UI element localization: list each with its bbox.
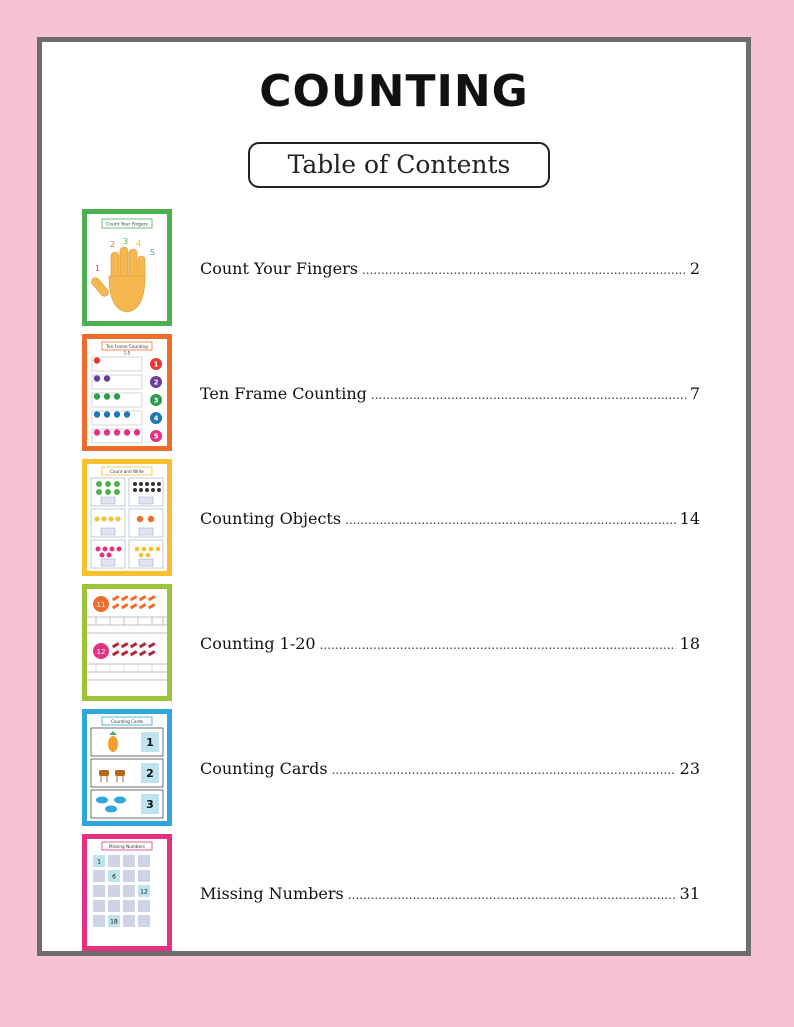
thumbnail-counting-objects	[82, 459, 172, 576]
dot-leader	[348, 888, 676, 902]
finger-number-5: 5	[150, 248, 156, 257]
page-title: COUNTING	[259, 66, 529, 117]
card-number-3: 3	[146, 798, 154, 811]
number-badge-2: 2	[153, 378, 159, 387]
entry-label: Count Your Fingers	[200, 259, 358, 278]
thumb-subheading: 1-5	[123, 350, 131, 356]
toc-entry-counting-1-20[interactable]	[82, 584, 700, 701]
entry-page-number: 14	[679, 509, 700, 528]
entry-page-number: 7	[689, 384, 700, 403]
number-badge-5: 5	[153, 432, 159, 441]
thumbnail-missing-numbers	[82, 834, 172, 951]
finger-number-1: 1	[95, 264, 101, 273]
card-number-2: 2	[146, 767, 154, 780]
thumb-heading: Missing Numbers	[109, 844, 145, 849]
toc-entry-ten-frame-counting[interactable]	[82, 334, 700, 451]
number-badge-3: 3	[153, 396, 159, 405]
toc-line	[200, 759, 700, 778]
grid-number-1: 1	[97, 858, 101, 866]
thumbnail-ten-frame-counting	[82, 334, 172, 451]
thumbnail-counting-cards	[82, 709, 172, 826]
dot-leader	[332, 763, 676, 777]
toc-heading: Table of Contents	[248, 142, 550, 188]
dot-leader	[362, 263, 686, 277]
entry-label: Counting 1-20	[200, 634, 316, 653]
dot-leader	[345, 513, 676, 527]
entry-label: Missing Numbers	[200, 884, 344, 903]
entry-page-number: 2	[689, 259, 700, 278]
finger-number-3: 3	[123, 237, 129, 246]
thumb-heading: Count Your Fingers	[105, 222, 149, 228]
toc-entry-missing-numbers[interactable]	[82, 834, 700, 951]
number-badge-1: 1	[153, 360, 159, 369]
number-badge-11: 11	[96, 601, 106, 609]
grid-number-12: 12	[140, 888, 148, 896]
entry-page-number: 31	[679, 884, 700, 903]
card-number-1: 1	[146, 736, 154, 749]
thumb-heading: Ten Frame Counting	[106, 344, 148, 349]
grid-number-18: 18	[110, 918, 118, 926]
toc-line	[200, 884, 700, 903]
worksheet-page	[37, 37, 751, 956]
number-badge-12: 12	[96, 648, 106, 656]
ten-frame-illustration	[87, 339, 167, 446]
counting-1-20-illustration	[87, 589, 167, 696]
toc-line	[200, 384, 700, 403]
toc-line	[200, 259, 700, 278]
missing-numbers-illustration	[87, 839, 167, 946]
entry-label: Counting Cards	[200, 759, 328, 778]
entry-label: Counting Objects	[200, 509, 342, 528]
toc-line	[200, 509, 700, 528]
thumb-heading: Count and Write	[109, 469, 145, 474]
finger-number-2: 2	[110, 240, 116, 249]
finger-number-4: 4	[136, 239, 142, 248]
toc-entry-count-your-fingers[interactable]	[82, 209, 700, 326]
entry-page-number: 18	[679, 634, 700, 653]
dot-leader	[320, 638, 676, 652]
counting-cards-illustration	[87, 714, 167, 821]
thumb-heading: Counting Cards	[110, 719, 144, 724]
thumbnail-count-your-fingers	[82, 209, 172, 326]
entry-label: Ten Frame Counting	[200, 384, 367, 403]
count-and-write-illustration	[87, 464, 167, 571]
hand-illustration	[87, 214, 167, 321]
toc-line	[200, 634, 700, 653]
dot-leader	[371, 388, 686, 402]
toc-entry-counting-cards[interactable]	[82, 709, 700, 826]
thumbnail-counting-1-20	[82, 584, 172, 701]
grid-number-6: 6	[112, 873, 116, 881]
toc-entry-counting-objects[interactable]	[82, 459, 700, 576]
number-badge-4: 4	[153, 414, 159, 423]
entry-page-number: 23	[679, 759, 700, 778]
